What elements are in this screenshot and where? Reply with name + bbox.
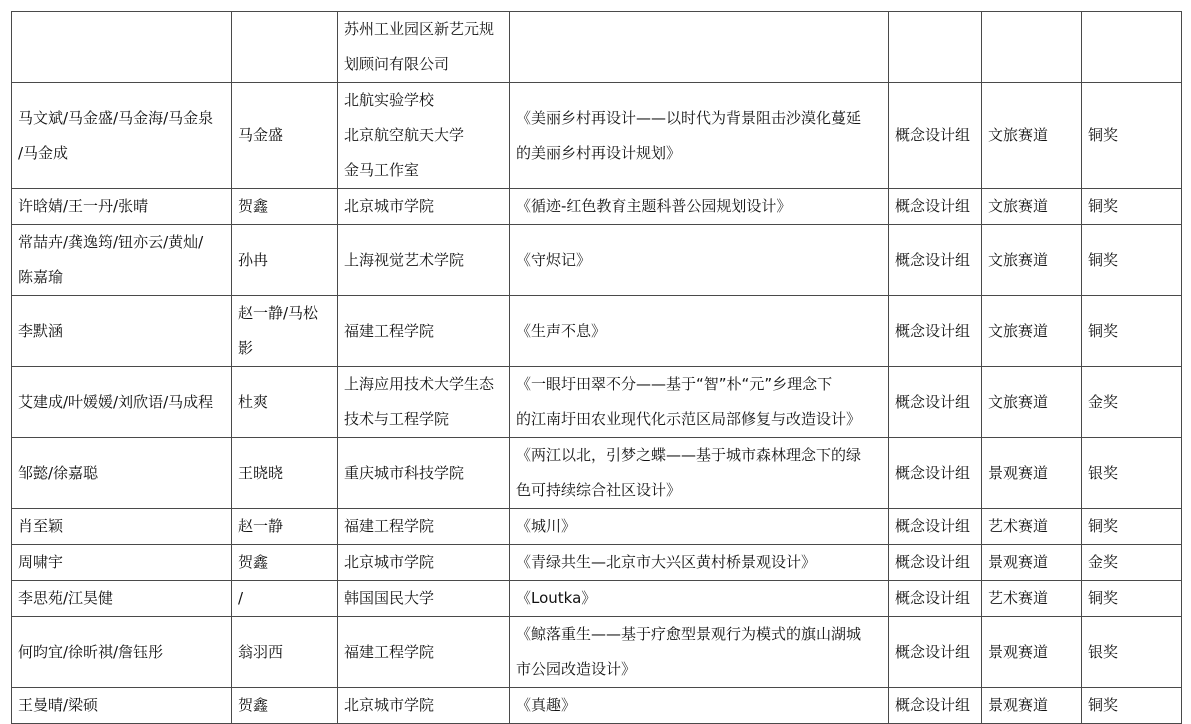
advisor-cell (232, 509, 338, 545)
award-cell (1082, 509, 1182, 545)
group-cell (889, 296, 982, 367)
cell-text: 概念设计组 (895, 463, 971, 482)
cell-text: 文旅赛道 (988, 197, 1049, 215)
cell-text: 福建工程学院 (344, 642, 435, 661)
cell-text: 邹懿/徐嘉聪 (18, 463, 99, 482)
award-cell (1082, 189, 1182, 225)
cell-text: 许晗婧/王一丹/张晴 (18, 197, 149, 215)
group-cell (889, 617, 982, 688)
work-title-cell (510, 688, 889, 724)
group-cell (889, 83, 982, 189)
cell-text: 贺鑫 (238, 197, 269, 215)
cell-text: 概念设计组 (895, 589, 971, 607)
cell-text: 技术与工程学院 (344, 410, 450, 428)
school-cell (338, 367, 510, 438)
cell-text: 概念设计组 (895, 392, 971, 411)
cell-text: 赵一静/马松 (238, 304, 319, 322)
award-cell (1082, 296, 1182, 367)
advisor-cell (232, 581, 338, 617)
school-cell (338, 83, 510, 189)
cell-text: 《城川》 (516, 517, 577, 535)
track-cell (982, 189, 1082, 225)
group-cell (889, 225, 982, 296)
school-cell (338, 688, 510, 724)
cell-text: 金奖 (1088, 553, 1119, 571)
cell-text: 景观赛道 (988, 553, 1049, 571)
cell-text: 《Loutka》 (516, 589, 597, 607)
cell-text: 概念设计组 (895, 126, 971, 144)
awards-table (11, 11, 1182, 724)
cell-text: 金奖 (1088, 392, 1119, 411)
members-cell (12, 189, 232, 225)
cell-text: 贺鑫 (238, 553, 269, 571)
advisor-cell (232, 189, 338, 225)
cell-text: 《生声不息》 (516, 321, 607, 340)
work-title-cell (510, 367, 889, 438)
track-cell (982, 688, 1082, 724)
cell-text: 北航实验学校 (344, 91, 435, 109)
award-cell (1082, 438, 1182, 509)
cell-text: 概念设计组 (895, 642, 971, 661)
work-title-cell (510, 189, 889, 225)
school-cell (338, 12, 510, 83)
members-cell (12, 545, 232, 581)
work-title-cell (510, 438, 889, 509)
table-row (12, 189, 1182, 225)
members-cell (12, 617, 232, 688)
cell-text: 文旅赛道 (988, 392, 1049, 411)
cell-text: 文旅赛道 (988, 321, 1049, 340)
cell-text: 影 (238, 339, 254, 357)
table-row (12, 509, 1182, 545)
cell-text: 李思苑/江昊健 (18, 589, 114, 607)
cell-text: 周啸宇 (18, 553, 64, 571)
cell-text: 李默涵 (18, 321, 64, 340)
school-cell (338, 617, 510, 688)
cell-text: 王曼晴/梁硕 (18, 696, 99, 714)
cell-text: 的美丽乡村再设计规划》 (516, 143, 682, 162)
cell-text: 概念设计组 (895, 197, 971, 215)
award-cell (1082, 545, 1182, 581)
table-row (12, 438, 1182, 509)
school-cell (338, 581, 510, 617)
group-cell (889, 545, 982, 581)
track-cell (982, 12, 1082, 83)
cell-text: 概念设计组 (895, 553, 971, 571)
group-cell (889, 438, 982, 509)
group-cell (889, 12, 982, 83)
cell-text: /马金成 (18, 143, 69, 162)
cell-text: / (238, 589, 244, 607)
cell-text: 《真趣》 (516, 696, 577, 714)
advisor-cell (232, 545, 338, 581)
track-cell (982, 296, 1082, 367)
table-row (12, 617, 1182, 688)
cell-text: 《一眼圩田翠不分——基于“智”朴“元”乡理念下 (516, 375, 833, 393)
cell-text: 银奖 (1088, 642, 1119, 661)
school-cell (338, 509, 510, 545)
award-cell (1082, 225, 1182, 296)
award-cell (1082, 581, 1182, 617)
cell-text: 铜奖 (1088, 696, 1119, 714)
award-cell (1082, 83, 1182, 189)
work-title-cell (510, 545, 889, 581)
awards-table-body (12, 12, 1182, 724)
cell-text: 概念设计组 (895, 517, 971, 535)
table-row (12, 12, 1182, 83)
cell-text: 翁羽西 (238, 642, 284, 661)
work-title-cell (510, 617, 889, 688)
advisor-cell (232, 617, 338, 688)
cell-text: 概念设计组 (895, 250, 971, 269)
cell-text: 《青绿共生—北京市大兴区黄村桥景观设计》 (516, 553, 817, 571)
advisor-cell (232, 83, 338, 189)
track-cell (982, 438, 1082, 509)
work-title-cell (510, 509, 889, 545)
cell-text: 划顾问有限公司 (344, 55, 450, 73)
cell-text: 陈嘉瑜 (18, 268, 64, 286)
cell-text: 《鲸落重生——基于疗愈型景观行为模式的旗山湖城 (516, 625, 862, 643)
cell-text: 何昀宜/徐昕祺/詹钰彤 (18, 642, 164, 661)
cell-text: 银奖 (1088, 463, 1119, 482)
cell-text: 艺术赛道 (988, 589, 1049, 607)
cell-text: 《守烬记》 (516, 250, 592, 269)
cell-text: 重庆城市科技学院 (344, 463, 465, 482)
group-cell (889, 189, 982, 225)
cell-text: 杜爽 (238, 392, 269, 411)
cell-text: 景观赛道 (988, 696, 1049, 714)
track-cell (982, 509, 1082, 545)
cell-text: 色可持续综合社区设计》 (516, 481, 682, 499)
cell-text: 铜奖 (1088, 197, 1119, 215)
cell-text: 北京城市学院 (344, 197, 435, 215)
school-cell (338, 296, 510, 367)
members-cell (12, 83, 232, 189)
cell-text: 景观赛道 (988, 463, 1049, 482)
work-title-cell (510, 581, 889, 617)
school-cell (338, 545, 510, 581)
work-title-cell (510, 296, 889, 367)
cell-text: 铜奖 (1088, 126, 1119, 144)
cell-text: 文旅赛道 (988, 126, 1049, 144)
members-cell (12, 12, 232, 83)
members-cell (12, 509, 232, 545)
track-cell (982, 545, 1082, 581)
cell-text: 常喆卉/龚逸筠/钮亦云/黄灿/ (18, 233, 204, 251)
advisor-cell (232, 296, 338, 367)
cell-text: 北京城市学院 (344, 553, 435, 571)
group-cell (889, 581, 982, 617)
school-cell (338, 225, 510, 296)
cell-text: 铜奖 (1088, 589, 1119, 607)
group-cell (889, 509, 982, 545)
cell-text: 的江南圩田农业现代化示范区局部修复与改造设计》 (516, 410, 862, 428)
table-row (12, 688, 1182, 724)
table-row (12, 83, 1182, 189)
cell-text: 上海视觉艺术学院 (344, 250, 465, 269)
cell-text: 铜奖 (1088, 321, 1119, 340)
award-cell (1082, 617, 1182, 688)
work-title-cell (510, 12, 889, 83)
school-cell (338, 189, 510, 225)
cell-text: 《循迹-红色教育主题科普公园规划设计》 (516, 197, 792, 215)
cell-text: 马金盛 (238, 126, 284, 144)
cell-text: 北京城市学院 (344, 696, 435, 714)
advisor-cell (232, 688, 338, 724)
cell-text: 肖至颖 (18, 517, 64, 535)
cell-text: 概念设计组 (895, 321, 971, 340)
advisor-cell (232, 12, 338, 83)
cell-text: 铜奖 (1088, 250, 1119, 269)
cell-text: 马文斌/马金盛/马金海/马金泉 (18, 108, 214, 127)
cell-text: 贺鑫 (238, 696, 269, 714)
cell-text: 艺术赛道 (988, 517, 1049, 535)
cell-text: 福建工程学院 (344, 517, 435, 535)
cell-text: 铜奖 (1088, 517, 1119, 535)
table-row (12, 581, 1182, 617)
cell-text: 孙冉 (238, 250, 269, 269)
members-cell (12, 688, 232, 724)
advisor-cell (232, 438, 338, 509)
work-title-cell (510, 225, 889, 296)
cell-text: 赵一静 (238, 517, 284, 535)
cell-text: 金马工作室 (344, 161, 420, 179)
cell-text: 艾建成/叶媛媛/刘欣语/马成程 (18, 392, 214, 411)
members-cell (12, 296, 232, 367)
cell-text: 《美丽乡村再设计——以时代为背景阻击沙漠化蔓延 (516, 108, 862, 127)
cell-text: 文旅赛道 (988, 250, 1049, 269)
award-cell (1082, 12, 1182, 83)
cell-text: 苏州工业园区新艺元规 (344, 20, 495, 38)
work-title-cell (510, 83, 889, 189)
cell-text: 韩国国民大学 (344, 589, 435, 607)
table-row (12, 296, 1182, 367)
advisor-cell (232, 225, 338, 296)
table-row (12, 225, 1182, 296)
cell-text: 上海应用技术大学生态 (344, 375, 495, 393)
track-cell (982, 225, 1082, 296)
group-cell (889, 688, 982, 724)
track-cell (982, 617, 1082, 688)
members-cell (12, 581, 232, 617)
school-cell (338, 438, 510, 509)
award-cell (1082, 367, 1182, 438)
track-cell (982, 367, 1082, 438)
members-cell (12, 225, 232, 296)
table-row (12, 367, 1182, 438)
cell-text: 景观赛道 (988, 642, 1049, 661)
cell-text: 福建工程学院 (344, 321, 435, 340)
members-cell (12, 438, 232, 509)
cell-text: 《两江以北，引梦之蝶——基于城市森林理念下的绿 (516, 446, 862, 464)
group-cell (889, 367, 982, 438)
cell-text: 概念设计组 (895, 696, 971, 714)
advisor-cell (232, 367, 338, 438)
cell-text: 北京航空航天大学 (344, 126, 465, 144)
cell-text: 王晓晓 (238, 463, 284, 482)
award-cell (1082, 688, 1182, 724)
table-row (12, 545, 1182, 581)
members-cell (12, 367, 232, 438)
track-cell (982, 581, 1082, 617)
track-cell (982, 83, 1082, 189)
cell-text: 市公园改造设计》 (516, 660, 637, 678)
